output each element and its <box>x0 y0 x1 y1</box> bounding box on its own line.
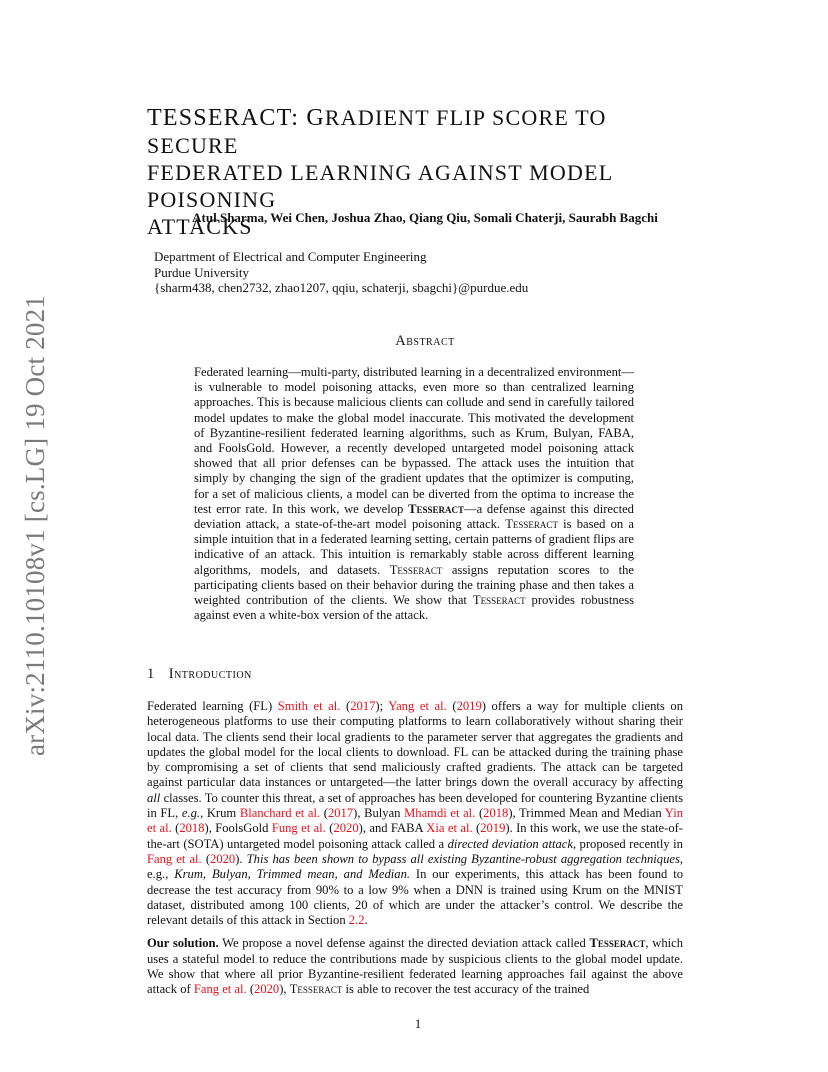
citation-year-link[interactable]: 2017 <box>350 699 376 713</box>
section-reference-link[interactable]: 2.2 <box>348 913 365 928</box>
university: Purdue University <box>154 264 249 280</box>
introduction-body <box>147 699 683 1006</box>
tesseract-name: Tesseract <box>408 501 464 516</box>
section-number: 1 <box>147 666 155 682</box>
citation-year-link[interactable]: 2019 <box>480 821 506 836</box>
citation-year-link[interactable]: 2018 <box>483 806 509 821</box>
citation-link[interactable]: Smith et al. <box>277 699 341 713</box>
citation-link[interactable]: Fang et al. <box>147 851 202 866</box>
section-heading-introduction <box>147 666 252 683</box>
citation-link[interactable]: Xia et al. <box>426 821 473 836</box>
our-solution-heading: Our solution. <box>147 936 219 951</box>
tesseract-name: Tesseract <box>289 982 343 997</box>
author-emails: {sharm438, chen2732, zhao1207, qqiu, schaterji, sbagchi}@purdue.edu <box>154 280 529 295</box>
department: Department of Electrical and Computer Engineering <box>154 249 427 264</box>
citation-link[interactable]: Fung et al. <box>271 821 326 836</box>
intro-paragraph-1: Federated learning (FL) Smith et al. (2017); Yang et al. (2019) offers a way for multiple clients on heterogeneous platforms to use their computing platforms to learn collaboratively without sharing their local data. The clients send their local gradients to the parameter server that aggregates the gradients and updates the global model for the local clients to download. FL can be attacked during the training phase by compromising a set of clients that send maliciously crafted gradients. The attack can be targeted against particular data instances or untargeted—the latter brings down the overall accuracy by affecting all classes. To counter this threat, a set of approaches has been developed for countering Byzantine clients in FL, e.g., Krum Blanchard et al. (2017), Bulyan Mhamdi et al. (2018), Trimmed Mean and Median Yin et al. (2018), FoolsGold Fung et al. (2020), and FABA Xia et al. (2019). In this work, we use the state-of-the-art (SOTA) untargeted model poisoning attack called a directed deviation attack, proposed recently in Fang et al. (2020). This has been shown to bypass all existing Byzantine-robust aggregation techniques, e.g., Krum, Bulyan, Trimmed mean, and Median. In our experiments, this attack has been found to decrease the test accuracy from 90% to a low 9% when a DNN is trained using Krum on the MNIST dataset, distributed among 100 clients, 20 of which are under the attacker’s control. We describe the relevant details of this attack in Section 2.2. <box>147 699 684 928</box>
intro-paragraph-2: Our solution. We propose a novel defense against the directed deviation attack called Tesseract, which uses a stateful model to reduce the contributions made by suspicious clients to the global model update. We show that where all prior Byzantine-resilient federated learning approaches fail against the above attack of Fang et al. (2020), Tesseract is able to recover the test accuracy of the trained <box>147 936 684 997</box>
abstract-heading: Abstract <box>395 333 455 349</box>
tesseract-name: Tesseract <box>589 936 646 951</box>
citation-year-link[interactable]: 2020 <box>210 851 236 866</box>
title-line-2: FEDERATED LEARNING AGAINST MODEL POISONING <box>147 160 613 212</box>
tesseract-name: Tesseract <box>505 517 558 532</box>
citation-year-link[interactable]: 2017 <box>327 806 354 821</box>
citation-year-link[interactable]: 2019 <box>456 699 482 713</box>
citation-link[interactable]: Fang et al. <box>193 982 247 997</box>
tesseract-name: Tesseract <box>472 593 526 608</box>
title-line-3: ATTACKS <box>147 214 253 239</box>
title-line-1: TESSERACT: GRADIENT FLIP SCORE TO SECURE <box>147 105 607 158</box>
citation-link[interactable]: Mhamdi et al. <box>404 806 476 821</box>
citation-link[interactable]: Yin et al. <box>147 806 683 836</box>
citation-year-link[interactable]: 2020 <box>254 982 280 997</box>
section-title: Introduction <box>168 666 252 682</box>
tesseract-name: Tesseract <box>389 562 443 577</box>
citation-year-link[interactable]: 2020 <box>333 821 359 836</box>
page-number: 1 <box>414 1017 422 1031</box>
affiliation <box>154 249 528 296</box>
citation-link[interactable]: Blanchard et al. <box>239 806 321 821</box>
author-list: Atul Sharma, Wei Chen, Joshua Zhao, Qiang Qiu, Somali Chaterji, Saurabh Bagchi <box>192 210 658 225</box>
abstract-body: Federated learning—multi-party, distributed learning in a decentralized environment—is vulnerable to model poisoning attacks, even more so than centralized learning approaches. This is because malicious clients can collude and send in carefully tailored model updates to make the global model inaccurate. This motivated the development of Byzantine-resilient federated learning algorithms, such as Krum, Bulyan, FABA, and FoolsGold. However, a recently developed untargeted model poisoning attack showed that all prior defenses can be bypassed. The attack uses the intuition that simply by changing the sign of the gradient updates that the optimizer is computing, for a set of malicious clients, a model can be diverted from the optima to increase the test error rate. In this work, we develop Tesseract—a defense against this directed deviation attack, a state-of-the-art model poisoning attack. Tesseract is based on a simple intuition that in a federated learning setting, certain patterns of gradient flips are indicative of an attack. This intuition is remarkably stable across different learning algorithms, models, and datasets. Tesseract assigns reputation scores to the participating clients based on their behavior during the training phase and then takes a weighted contribution of the clients. We show that Tesseract provides robustness against even a white-box version of the attack. <box>194 365 635 623</box>
arxiv-sidebar <box>16 290 56 760</box>
arxiv-identifier: arXiv:2110.10108v1 [cs.LG] 19 Oct 2021 <box>20 294 51 756</box>
citation-year-link[interactable]: 2018 <box>179 821 205 836</box>
citation-link[interactable]: Yang et al. <box>388 699 447 713</box>
